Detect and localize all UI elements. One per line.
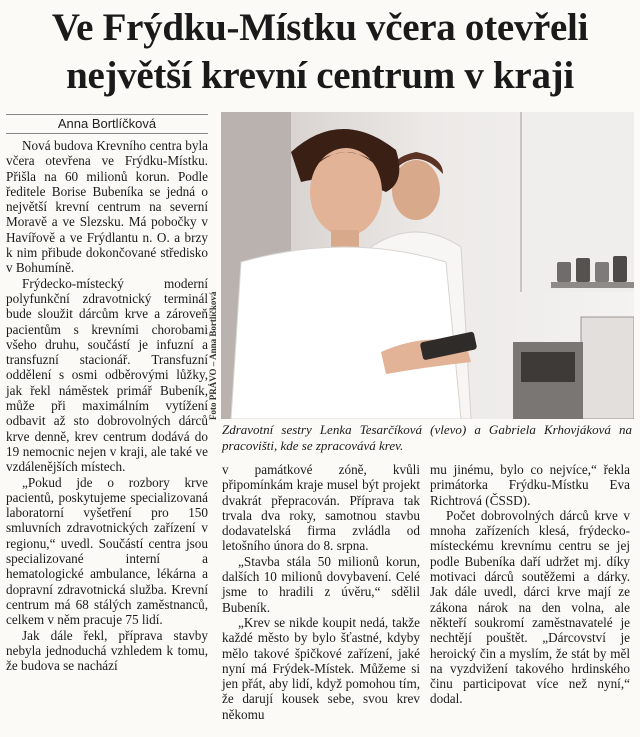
photo-caption: Zdravotní sestry Lenka Tesarčíková (vlevo) a Gabriela Krhovjáková na pracovišti, kde se zpracovává krev.	[222, 422, 632, 453]
paragraph: Jak dále řekl, příprava stavby nebyla jednoduchá vzhledem k tomu, že budova se nachází	[6, 627, 208, 674]
article-column-2	[222, 462, 420, 722]
paragraph: „Krev se nikde koupit nedá, takže každé město by bylo šťastné, kdyby mělo takové špičkové zařízení, jaké nyní má Frýdek-Místek. Můžeme si jen přát, aby lidí, když pomohou tím, že darují kousek sebe, svou krev někomu	[222, 614, 420, 722]
paragraph: v památkové zóně, kvůli připomínkám kraje musel být projekt dvakrát přepracován. Příprava tak trvala dva roky, samotnou stavbu dodavatelská firma zvládla od letošního února do 8. srpna.	[222, 462, 420, 554]
paragraph: mu jinému, bylo co nejvíce,“ řekla primátorka Frýdku-Místku Eva Richtrová (ČSSD).	[430, 462, 630, 508]
paragraph: Počet dobrovolných dárců krve v mnoha zařízeních klesá, frýdecko-místeckému krevnímu centru se jej podle Bubeníka daří udržet mj. díky motivaci dárců soutěžemi a dárky. Jak dále uvedl, dárci krve mají ze zákona nárok na den volna, ale někteří soukromí zaměstnavatelé je nechtějí pouštět. „Dárcovství je heroický čin a myslím, že stát by měl na vyzdvižení takového hrdinského činu participovat více než nyní,“ dodal.	[430, 507, 630, 707]
article-photo	[221, 112, 634, 419]
byline: Anna Bortlíčková	[6, 114, 208, 134]
paragraph: „Pokud jde o rozbory krve pacientů, poskytujeme specializovaná laboratorní vyšetření pro 150 smluvních zdravotnických zařízení v regionu,“ uvedl. Součástí centra jsou specializované interní a hematologické ambulance, lékárna a dopravní zdravotnická služba. Krevní centrum má 68 stálých zaměstnanců, celkem v něm pracuje 75 lidí.	[6, 474, 208, 628]
headline	[0, 4, 640, 100]
paragraph: Frýdecko-místecký moderní polyfunkční zdravotnický terminál bude sloužit dárcům krve a zároveň pacientům s krevními chorobami všeho druhu, součástí je infuzní a transfuzní stacionář. Transfuzní oddělení s osmi odběrovými lůžky, jak řekl náměstek primář Bubeník, může při maximálním vytížení odbavit až sto dobrovolných dárců krve denně, krev centrum dodává do 19 nemocnic nejen v kraji, ale také ve vzdálenějších místech.	[6, 275, 208, 475]
headline-line-1: Ve Frýdku-Místku včera otevřeli	[51, 6, 589, 49]
article-column-3	[430, 462, 630, 707]
article-column-1	[6, 138, 208, 673]
nurses-photo-illustration	[221, 112, 634, 419]
paragraph: „Stavba stála 50 milionů korun, dalších 10 milionů dovybavení. Celé jsme to hradili z úvěru,“ sdělil Bubeník.	[222, 553, 420, 615]
headline-line-2: největší krevní centrum v kraji	[66, 54, 574, 97]
photo-credit: Foto PRÁVO – Anna Bortlíčková	[208, 291, 218, 420]
paragraph: Nová budova Krevního centra byla včera otevřena ve Frýdku-Místku. Přišla na 60 milionů korun. Podle ředitele Borise Bubeníka se jedná o největší krevní centrum na severní Moravě a ve Slezsku. Má pobočky v Havířově a ve Frýdlantu n. O. a brzy k nim přibude dokončované středisko v Bohumíně.	[6, 138, 208, 276]
